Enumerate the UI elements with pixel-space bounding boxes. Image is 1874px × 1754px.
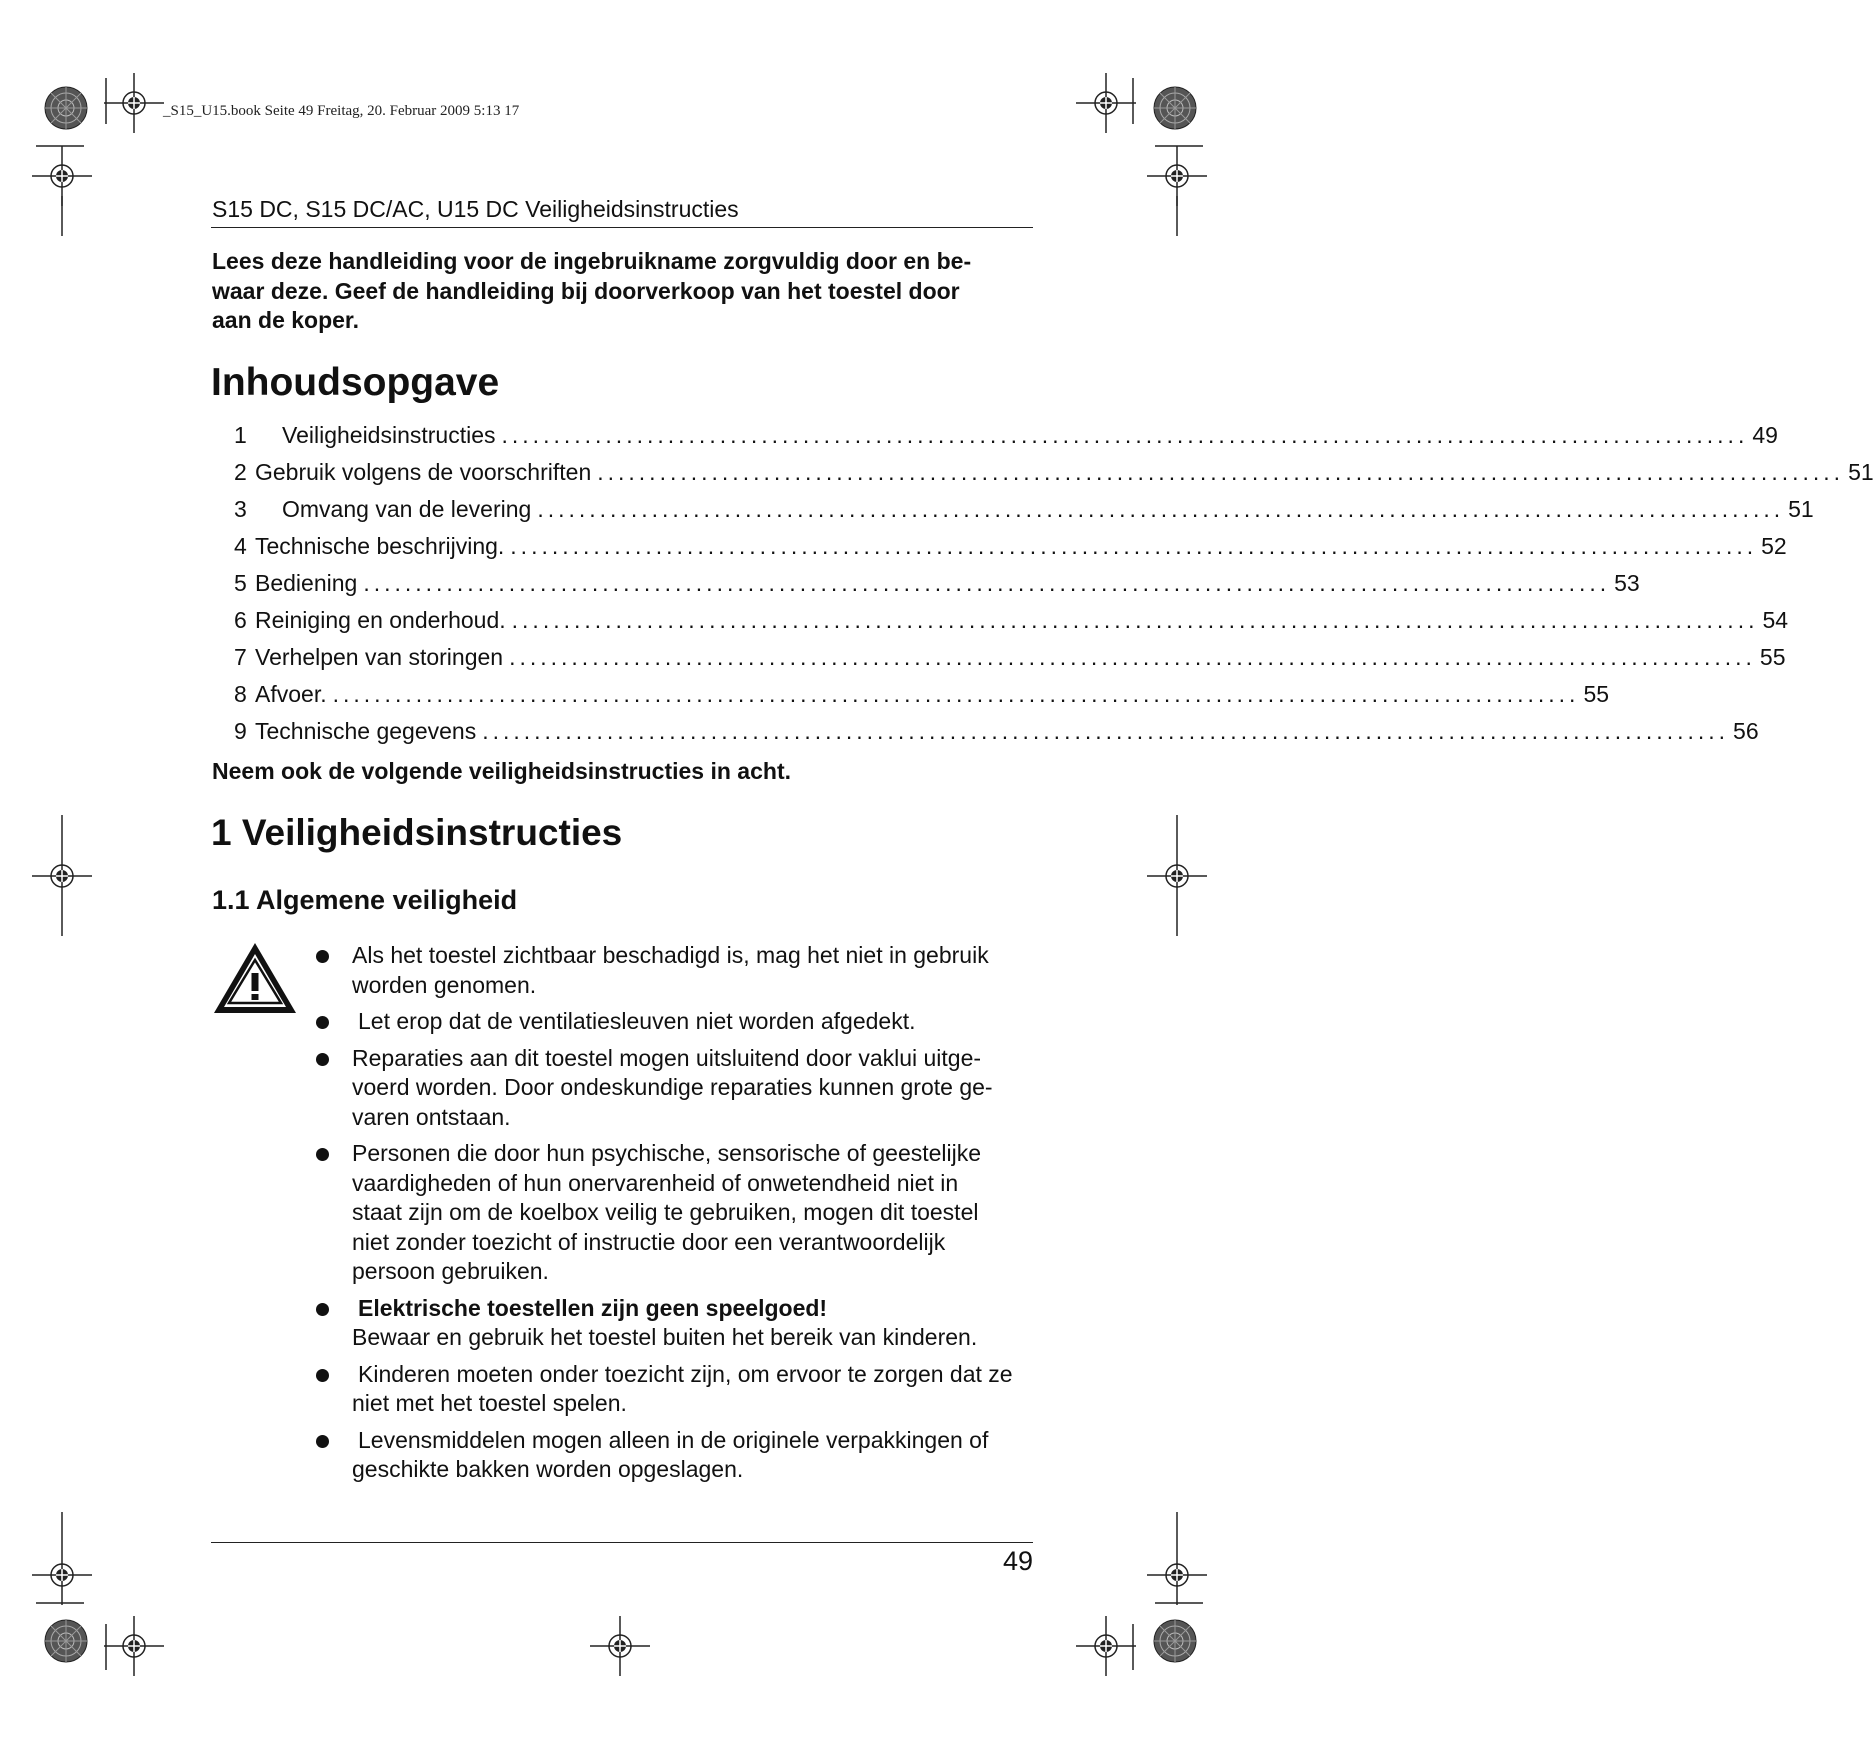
- safety-bullet-list: [312, 941, 1052, 1492]
- list-item: [312, 1360, 1052, 1419]
- toc-entry-page: 51: [1848, 459, 1874, 485]
- toc-entry-page: 55: [1759, 644, 1786, 670]
- list-item: [312, 941, 1052, 1000]
- toc-entry[interactable]: [234, 718, 1759, 755]
- toc-entry[interactable]: [234, 644, 1786, 681]
- toc-entry[interactable]: [234, 496, 1814, 533]
- toc-leader-dots: ........................................................................................................................: [511, 607, 1759, 633]
- intro-notice: [212, 247, 1042, 336]
- toc-entry[interactable]: [234, 459, 1874, 496]
- toc-entry-number: 5: [234, 570, 247, 596]
- toc-entry-number: 3: [234, 496, 247, 522]
- toc-entry-page: 49: [1752, 422, 1778, 448]
- toc-leader-dots: ........................................................................................................................: [332, 681, 1580, 707]
- toc-entry-page: 54: [1762, 607, 1789, 633]
- list-item: [312, 1044, 1052, 1133]
- bullet-icon: [316, 1053, 329, 1066]
- section-title: 1 Veiligheidsinstructies: [211, 812, 623, 853]
- safety-note: Neem ook de volgende veiligheidsinstructies in acht.: [212, 758, 791, 784]
- list-item: [312, 1426, 1052, 1485]
- warning-triangle-icon: [211, 940, 299, 1016]
- subsection-title: 1.1 Algemene veiligheid: [212, 885, 518, 915]
- toc-entry[interactable]: [234, 533, 1787, 570]
- toc-entry-number: 2: [234, 459, 247, 485]
- footer-rule: [211, 1542, 1033, 1543]
- bullet-icon: [316, 1303, 329, 1316]
- bullet-line: niet met het toestel spelen.: [352, 1390, 627, 1416]
- toc-title: Inhoudsopgave: [211, 361, 500, 404]
- bullet-line: Levensmiddelen mogen alleen in de originele verpakkingen of: [358, 1426, 989, 1453]
- bullet-line: vaardigheden of hun onervarenheid of onwetendheid niet in: [352, 1169, 959, 1196]
- toc-entry-page: 55: [1583, 681, 1610, 707]
- toc-entry-page: 56: [1733, 718, 1759, 744]
- bullet-line: niet zonder toezicht of instructie door een verantwoordelijk: [352, 1228, 946, 1255]
- list-item: [312, 1007, 1052, 1037]
- toc-entry-label: Omvang van de levering: [282, 496, 532, 522]
- toc-entry-label: Reiniging en onderhoud.: [255, 607, 506, 633]
- bullet-line: voerd worden. Door ondeskundige reparaties kunnen grote ge-: [352, 1074, 993, 1100]
- toc-leader-dots: ........................................................................................................................: [537, 496, 1785, 522]
- bullet-icon: [316, 1369, 329, 1382]
- bullet-icon: [316, 950, 329, 963]
- list-item: [312, 1139, 1052, 1287]
- toc-entry-label: Bediening: [255, 570, 358, 596]
- toc-entry-number: 4: [234, 533, 247, 559]
- toc-entry[interactable]: [234, 681, 1610, 718]
- toc-leader-dots: ........................................................................................................................: [501, 422, 1749, 448]
- toc-leader-dots: ........................................................................................................................: [363, 570, 1611, 596]
- toc-entry-label: Veiligheidsinstructies: [282, 422, 496, 448]
- bullet-line: worden genomen.: [352, 971, 537, 998]
- page-number: 49: [1002, 1546, 1033, 1576]
- toc-entry-number: 1: [234, 422, 247, 448]
- bullet-icon: [316, 1148, 329, 1161]
- toc-entry-label: Technische gegevens: [255, 718, 477, 744]
- toc-entry-page: 53: [1614, 570, 1640, 596]
- bullet-line: Let erop dat de ventilatiesleuven niet worden afgedekt.: [358, 1008, 916, 1034]
- toc-entry-label: Gebruik volgens de voorschriften: [255, 459, 592, 485]
- book-info: _S15_U15.book Seite 49 Freitag, 20. Februar 2009 5:13 17: [163, 103, 520, 119]
- bullet-line: Kinderen moeten onder toezicht zijn, om ervoor te zorgen dat ze: [358, 1360, 1013, 1387]
- intro-line: waar deze. Geef de handleiding bij doorverkoop van het toestel door: [212, 277, 960, 304]
- bullet-bold-line: Elektrische toestellen zijn geen speelgoed!: [358, 1294, 828, 1321]
- toc-entry-number: 7: [234, 644, 247, 670]
- header-rule: [211, 227, 1033, 228]
- toc-entry-number: 8: [234, 681, 247, 707]
- intro-line: Lees deze handleiding voor de ingebruikname zorgvuldig door en be-: [212, 248, 972, 274]
- bullet-line: Bewaar en gebruik het toestel buiten het bereik van kinderen.: [352, 1324, 978, 1350]
- table-of-contents: [234, 422, 1874, 755]
- bullet-line: geschikte bakken worden opgeslagen.: [352, 1456, 744, 1482]
- toc-leader-dots: ........................................................................................................................: [509, 644, 1756, 670]
- intro-line: aan de koper.: [212, 307, 360, 333]
- toc-entry[interactable]: [234, 422, 1778, 459]
- toc-leader-dots: ........................................................................................................................: [482, 718, 1730, 744]
- running-header: S15 DC, S15 DC/AC, U15 DC Veiligheidsinstructies: [212, 196, 739, 222]
- list-item: [312, 1294, 1052, 1353]
- toc-entry-number: 6: [234, 607, 247, 633]
- toc-entry-page: 51: [1788, 496, 1814, 522]
- toc-entry-label: Verhelpen van storingen: [255, 644, 504, 670]
- toc-entry-number: 9: [234, 718, 247, 744]
- bullet-line: Personen die door hun psychische, sensorische of geestelijke: [352, 1140, 982, 1166]
- toc-entry-label: Technische beschrijving.: [255, 533, 505, 559]
- bullet-line: varen ontstaan.: [352, 1103, 511, 1130]
- bullet-line: Als het toestel zichtbaar beschadigd is, mag het niet in gebruik: [352, 942, 989, 968]
- toc-leader-dots: ........................................................................................................................: [597, 459, 1845, 485]
- bullet-icon: [316, 1016, 329, 1029]
- bullet-line: persoon gebruiken.: [352, 1258, 549, 1284]
- toc-entry[interactable]: [234, 607, 1789, 644]
- toc-leader-dots: ........................................................................................................................: [510, 533, 1758, 559]
- toc-entry-label: Afvoer.: [255, 681, 327, 707]
- bullet-icon: [316, 1435, 329, 1448]
- toc-entry[interactable]: [234, 570, 1640, 607]
- bullet-line: Reparaties aan dit toestel mogen uitsluitend door vaklui uitge-: [352, 1044, 982, 1071]
- bullet-line: staat zijn om de koelbox veilig te gebruiken, mogen dit toestel: [352, 1199, 979, 1225]
- toc-entry-page: 52: [1761, 533, 1787, 559]
